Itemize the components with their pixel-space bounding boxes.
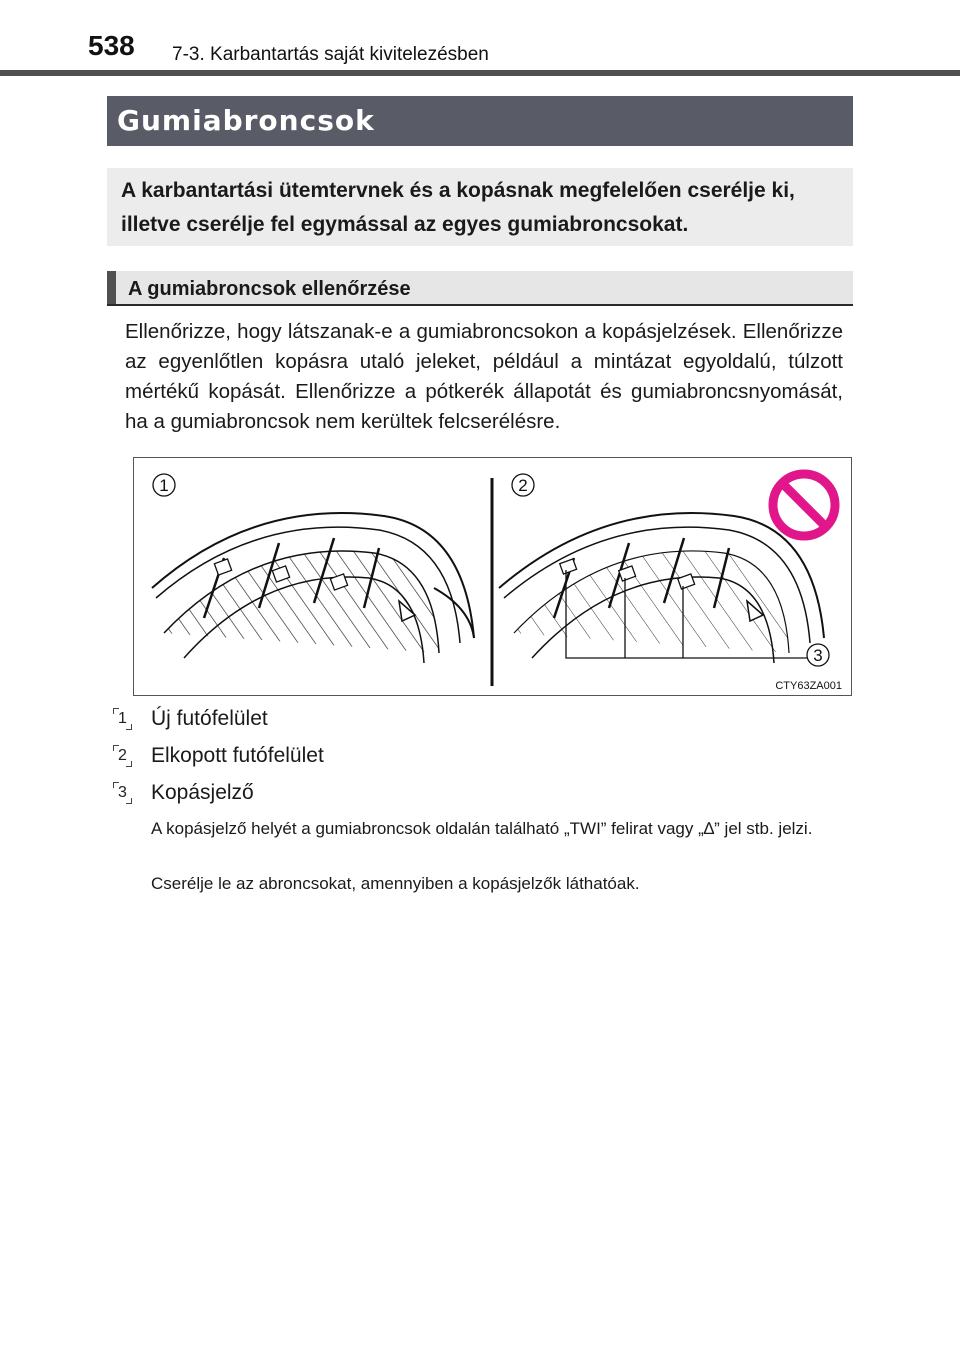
callout-3 bbox=[807, 644, 829, 666]
intro-box: A karbantartási ütemtervnek és a kopásnak megfelelően cserélje ki, illetve cserélje fel egymással az egyes gumiabroncsokat. bbox=[107, 168, 853, 246]
page-number: 538 bbox=[88, 30, 135, 61]
tire-illustration bbox=[134, 458, 851, 695]
legend-number: 3 bbox=[113, 782, 132, 804]
page-title: Gumiabroncsok bbox=[107, 96, 853, 146]
new-tread-tire bbox=[152, 513, 474, 663]
note-paragraph: A kopásjelző helyét a gumiabroncsok oldalán található „TWI” felirat vagy „∆” jel stb. jelzi. bbox=[151, 819, 813, 838]
legend-label: Kopásjelző bbox=[151, 781, 254, 804]
worn-tread-tire bbox=[499, 513, 824, 663]
svg-text:3: 3 bbox=[813, 646, 823, 665]
legend-number: 1 bbox=[113, 708, 132, 730]
note-paragraph: Cserélje le az abroncsokat, amennyiben a kopásjelzők láthatóak. bbox=[151, 874, 640, 893]
section-title: 7-3. Karbantartás saját kivitelezésben bbox=[172, 44, 489, 65]
tire-figure bbox=[133, 457, 852, 696]
figure-code: CTY63ZA001 bbox=[775, 680, 842, 692]
legend-item bbox=[113, 707, 813, 735]
svg-text:1: 1 bbox=[159, 476, 169, 495]
heading-accent-bar bbox=[107, 271, 116, 304]
prohibition-icon bbox=[773, 474, 835, 536]
subsection-heading bbox=[107, 271, 853, 306]
legend-item bbox=[113, 744, 813, 772]
legend-number: 2 bbox=[113, 745, 132, 767]
body-paragraph: Ellenőrizze, hogy látszanak-e a gumiabroncsokon a kopásjelzések. Ellenőrizze az egyenlőtlen kopásra utaló jeleket, például a mintázat egyoldalú, túlzott mértékű kopását. Ellenőrizze a pótkerék állapotát és gumiabroncsnyomását, ha a gumiabroncsok nem kerültek felcserélésre. bbox=[125, 320, 843, 433]
callout-1 bbox=[153, 474, 175, 496]
header-rule bbox=[0, 70, 960, 76]
legend-item bbox=[113, 781, 813, 809]
legend-label: Elkopott futófelület bbox=[151, 744, 324, 767]
svg-text:2: 2 bbox=[518, 476, 528, 495]
legend-label: Új futófelület bbox=[151, 707, 268, 730]
callout-2 bbox=[512, 474, 534, 496]
subsection-heading-text: A gumiabroncsok ellenőrzése bbox=[128, 278, 411, 300]
